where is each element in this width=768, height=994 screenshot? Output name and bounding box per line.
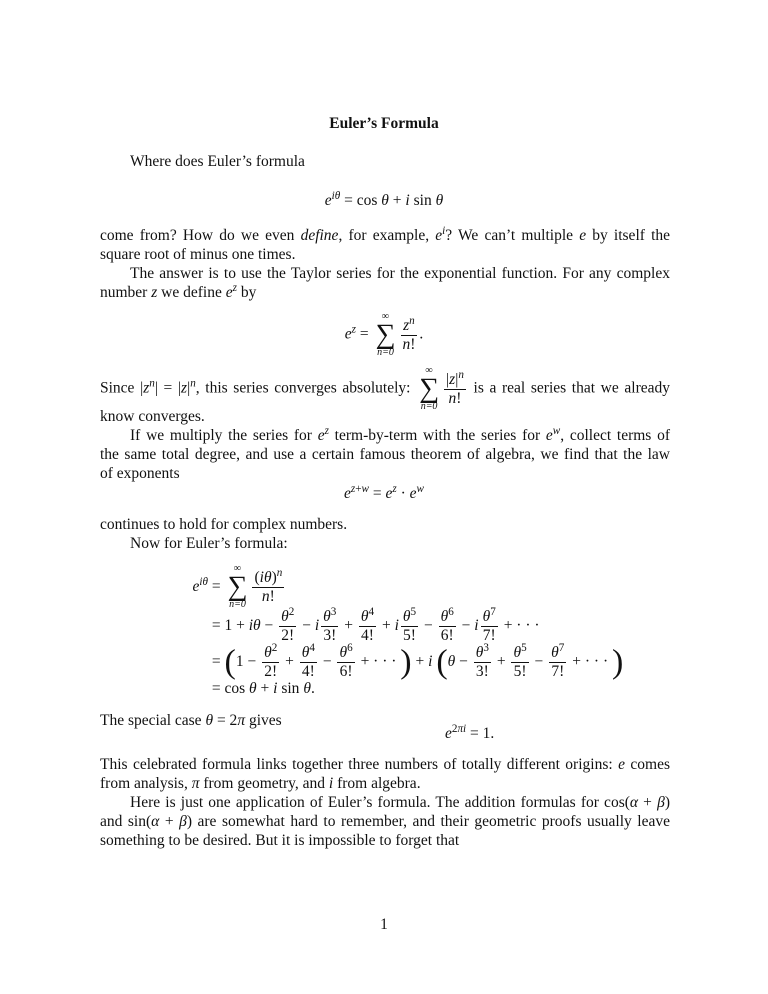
fraction	[252, 566, 284, 606]
numerator	[401, 314, 417, 336]
paragraph-line	[100, 407, 670, 426]
text-run: = 1 +	[208, 616, 249, 634]
text-run: 6!	[440, 626, 454, 644]
text-run: (	[254, 568, 260, 586]
superscript	[331, 606, 337, 618]
text-run: .	[419, 325, 424, 343]
sigma-symbol: ∑	[227, 571, 248, 602]
math-symbol: z	[350, 482, 356, 495]
superscript	[369, 606, 375, 618]
text-run: , collect terms of	[560, 427, 670, 444]
math-symbol: i	[405, 192, 410, 209]
superscript	[272, 642, 278, 654]
math-symbol: z	[392, 482, 397, 495]
paragraph-line	[100, 793, 670, 812]
math-symbol: w	[361, 482, 369, 495]
math-symbol: z	[232, 281, 237, 294]
superscript	[483, 642, 489, 654]
text-run: 2!	[264, 662, 278, 680]
denominator	[447, 390, 464, 408]
text-run: + · · ·	[499, 616, 540, 634]
sum-upper-limit: ∞	[381, 311, 390, 322]
text-run: = 2	[213, 712, 238, 729]
superscript	[417, 483, 424, 495]
text-run: Where does Euler’s formula	[130, 153, 305, 170]
text-run: 2!	[281, 626, 295, 644]
denominator	[359, 627, 376, 645]
paragraph-line	[100, 774, 670, 793]
text-run: term-by-term with the series for	[328, 427, 546, 444]
denominator	[512, 663, 529, 681]
text-run: from geometry, and	[199, 775, 329, 792]
text-run: Here is just one application of Euler’s formula. The addition formulas for cos(	[130, 794, 630, 811]
math-symbol: π	[237, 712, 246, 729]
numerator	[474, 641, 491, 663]
text-run: )	[664, 794, 670, 811]
text-run: 3	[330, 605, 337, 618]
text-run: −	[530, 652, 548, 670]
paragraph-line	[100, 264, 670, 283]
numerator	[279, 605, 296, 627]
numerator	[444, 368, 466, 390]
superscript	[559, 642, 565, 654]
text-run: −	[455, 652, 472, 670]
text-run: 3!	[475, 662, 489, 680]
paragraph-line	[100, 831, 670, 850]
math-symbol: e	[385, 485, 393, 502]
math-symbol: i	[442, 224, 446, 237]
math-symbol: θ	[475, 644, 484, 661]
sigma-symbol: ∑	[419, 373, 440, 404]
emphasis-text: define	[300, 227, 339, 244]
math-symbol: z	[181, 379, 188, 397]
math-symbol: i	[474, 616, 479, 634]
paragraph-line	[100, 366, 670, 412]
text-run: Since |	[100, 379, 144, 397]
math-symbol: z	[351, 323, 356, 336]
math-symbol: e	[324, 192, 332, 209]
sum-upper-limit: ∞	[425, 365, 433, 376]
math-symbol: i	[328, 775, 334, 792]
text-run: 6!	[339, 662, 353, 680]
text-run: 2	[288, 605, 295, 618]
text-run: come from? How do we even	[100, 227, 301, 244]
superscript	[332, 190, 341, 202]
derivation-row	[170, 641, 624, 681]
text-run: ? We can’t multiple	[445, 227, 580, 244]
math-symbol: θ	[360, 608, 369, 625]
math-symbol: θ	[301, 644, 310, 661]
text-run: = cos	[208, 680, 250, 697]
text-run: from algebra.	[333, 775, 421, 792]
superscript	[448, 606, 454, 618]
text-run: 1 −	[235, 652, 261, 670]
denominator	[321, 627, 338, 645]
text-run: , for example,	[338, 227, 436, 244]
text-run: 3	[483, 641, 489, 654]
page-number: 1	[380, 916, 388, 933]
denominator	[279, 627, 296, 645]
text-run: −	[298, 616, 315, 634]
denominator	[549, 663, 566, 681]
text-run: Now for Euler’s formula:	[130, 535, 288, 552]
text-run: by itself the	[586, 227, 671, 244]
math-symbol: n	[402, 335, 411, 353]
math-symbol: e	[618, 756, 625, 773]
text-run: !	[269, 587, 275, 605]
text-run: is a real series that we already	[467, 379, 670, 397]
text-run: gives	[245, 712, 282, 729]
derivation-rhs	[208, 605, 540, 644]
text-run: sin	[277, 680, 304, 697]
math-symbol: β	[179, 813, 187, 830]
math-symbol: π	[191, 775, 200, 792]
numerator	[300, 641, 317, 663]
text-run: +	[256, 680, 274, 697]
paragraph-line	[100, 464, 670, 483]
text-run: The answer is to use the Taylor series for the exponential function. For any complex	[130, 265, 670, 282]
math-symbol: z	[324, 424, 329, 437]
denominator	[260, 588, 277, 606]
math-symbol: n	[458, 368, 464, 381]
denominator	[401, 627, 418, 645]
text-run: .	[310, 680, 315, 697]
math-symbol: e	[344, 485, 351, 502]
document-title: Euler’s Formula	[329, 115, 439, 132]
text-run: and sin(	[100, 813, 152, 830]
text-run: 2	[451, 722, 458, 735]
text-run: the same total degree, and use a certain famous theorem of algebra, we find that the law	[100, 446, 670, 463]
math-symbol: n	[409, 314, 415, 327]
numerator	[401, 605, 418, 627]
paragraph-line	[100, 534, 670, 553]
text-run: +	[355, 482, 362, 495]
sigma-symbol: ∑	[375, 319, 396, 350]
paragraph-line	[100, 755, 670, 774]
text-run: we define	[157, 284, 226, 301]
text-run: −	[260, 616, 278, 634]
math-symbol: w	[416, 482, 424, 495]
sum-lower-limit: n=0	[420, 401, 438, 412]
text-run: +	[159, 813, 180, 830]
fraction	[401, 605, 418, 645]
text-run: −	[457, 616, 475, 634]
equation-exp-series	[0, 312, 768, 358]
math-symbol: θ	[440, 608, 449, 625]
math-symbol: z	[143, 379, 150, 397]
math-symbol: e	[579, 227, 587, 244]
text-run: −	[420, 616, 437, 634]
math-symbol: β	[657, 794, 665, 811]
text-run: 5	[521, 641, 527, 654]
text-run: by	[236, 284, 257, 301]
superscript	[277, 567, 283, 579]
math-symbol: θ	[323, 608, 331, 625]
text-run: 5	[410, 605, 417, 618]
denominator	[300, 663, 317, 681]
derivation-row	[170, 679, 315, 698]
text-run: )	[271, 568, 277, 586]
superscript	[458, 369, 464, 381]
derivation-row	[170, 605, 540, 645]
text-run: If we multiply the series for	[130, 427, 318, 444]
text-run: +	[638, 794, 658, 811]
text-run: comes	[624, 756, 670, 773]
text-run: 4!	[301, 662, 315, 680]
math-symbol: n	[149, 377, 155, 390]
text-run: +	[340, 616, 357, 634]
superscript	[521, 642, 527, 654]
text-run: + · · ·	[568, 652, 612, 670]
text-run: This celebrated formula links together three numbers of totally different origins:	[100, 756, 619, 773]
superscript	[409, 315, 415, 327]
fraction	[400, 314, 417, 354]
text-run: =	[208, 652, 225, 670]
superscript	[289, 606, 295, 618]
math-symbol: e	[344, 325, 352, 343]
text-run: know converges.	[100, 408, 205, 425]
math-symbol: n	[276, 566, 283, 579]
paragraph-line	[100, 812, 670, 831]
superscript	[351, 483, 369, 495]
text-run: +	[411, 652, 429, 670]
numerator	[321, 605, 338, 627]
text-run: 5!	[513, 662, 527, 680]
fraction	[300, 641, 317, 681]
math-symbol: e	[409, 485, 417, 502]
sum-lower-limit: n=0	[229, 599, 246, 610]
text-run: , this series converges absolutely:	[195, 379, 417, 397]
numerator	[439, 605, 456, 627]
math-symbol: θ	[281, 608, 289, 625]
large-paren: )	[400, 643, 412, 681]
denominator	[400, 336, 417, 354]
math-symbol: α	[151, 813, 160, 830]
derivation-row	[170, 564, 286, 610]
derivation-rhs	[208, 680, 315, 697]
text-run: 3!	[323, 626, 337, 644]
text-run: square root of minus one times.	[100, 246, 296, 263]
denominator	[338, 663, 355, 681]
math-symbol: θ	[303, 680, 311, 697]
math-symbol: iθ	[259, 568, 272, 586]
numerator	[481, 605, 498, 627]
math-symbol: z	[449, 370, 456, 388]
denominator	[439, 627, 456, 645]
math-symbol: θ	[513, 644, 522, 661]
text-run: 2	[271, 641, 278, 654]
text-run: 6	[448, 605, 454, 618]
equation-exponent-law	[0, 484, 768, 503]
math-symbol: iθ	[248, 616, 261, 634]
superscript	[411, 606, 417, 618]
math-symbol: e	[192, 577, 200, 595]
math-symbol: e	[317, 427, 325, 444]
paragraph-line	[100, 226, 670, 245]
math-symbol: θ	[264, 644, 272, 661]
math-symbol: z	[403, 316, 410, 334]
math-symbol: θ	[205, 712, 214, 729]
math-symbol: e	[435, 227, 443, 244]
paragraph-line	[100, 445, 670, 464]
superscript	[490, 606, 496, 618]
text-run: +	[388, 192, 406, 209]
text-run: =	[355, 325, 373, 343]
superscript	[199, 575, 208, 587]
text-run: ) are somewhat hard to remember, and their geometric proofs usually leave	[186, 813, 670, 830]
text-run: = 1.	[466, 725, 495, 742]
text-run: =	[208, 577, 225, 595]
math-symbol: θ	[249, 680, 257, 697]
math-symbol: θ	[551, 644, 559, 661]
text-run: +	[492, 652, 510, 670]
math-symbol: n	[448, 389, 457, 407]
numerator	[549, 641, 566, 663]
text-run: + · · ·	[356, 652, 401, 670]
large-paren: (	[436, 643, 448, 681]
paragraph-line	[100, 245, 670, 264]
summation	[419, 366, 439, 412]
math-symbol: z	[151, 284, 158, 301]
paragraph-line	[100, 152, 670, 171]
math-symbol: iθ	[199, 575, 208, 588]
math-symbol: w	[552, 424, 561, 437]
fraction	[337, 641, 354, 681]
numerator	[252, 566, 284, 588]
text-run: The special case	[100, 712, 206, 729]
text-run: +	[378, 616, 395, 634]
text-run: 7	[558, 641, 565, 654]
text-run: !	[456, 389, 462, 407]
numerator	[359, 605, 376, 627]
paragraph-line	[100, 515, 670, 534]
text-run: 5!	[403, 626, 416, 644]
numerator	[337, 641, 354, 663]
text-run: number	[100, 284, 152, 301]
paragraph-line	[100, 283, 670, 302]
text-run: ·	[396, 485, 410, 502]
equation-euler-identity	[445, 724, 494, 743]
fraction	[321, 605, 338, 645]
math-symbol: n	[190, 377, 196, 390]
math-symbol: θ	[482, 608, 491, 625]
superscript	[347, 642, 353, 654]
fraction	[279, 605, 296, 645]
sum-upper-limit: ∞	[233, 563, 242, 574]
text-run: 7!	[482, 626, 496, 644]
text-run: 4	[309, 641, 315, 654]
text-run: 6	[347, 641, 353, 654]
text-run: =	[368, 485, 386, 502]
fraction	[474, 641, 491, 681]
math-symbol: n	[261, 587, 270, 605]
math-symbol: θ	[339, 644, 348, 661]
math-symbol: iθ	[331, 189, 341, 202]
text-run: continues to hold for complex numbers.	[100, 516, 348, 533]
math-symbol: i	[273, 680, 278, 697]
math-symbol: πi	[457, 722, 467, 735]
fraction	[262, 641, 279, 681]
math-symbol: θ	[381, 192, 389, 209]
text-run: 4	[368, 605, 375, 618]
math-symbol: e	[545, 427, 553, 444]
derivation-rhs	[208, 641, 624, 681]
text-run: of exponents	[100, 465, 180, 482]
large-paren: )	[611, 643, 624, 681]
text-run: |	[455, 370, 459, 388]
denominator	[262, 663, 279, 681]
superscript	[309, 642, 315, 654]
text-run: −	[318, 652, 336, 670]
derivation-lhs	[170, 577, 208, 596]
math-symbol: i	[428, 652, 433, 670]
fraction	[359, 605, 376, 645]
sum-lower-limit: n=0	[377, 347, 394, 358]
math-symbol: θ	[435, 192, 444, 209]
text-run: !	[410, 335, 416, 353]
equation-euler	[0, 191, 768, 210]
denominator	[474, 663, 491, 681]
numerator	[262, 641, 279, 663]
text-run: |	[446, 370, 450, 388]
math-symbol: i	[394, 616, 399, 634]
paragraph-line	[100, 426, 670, 445]
math-symbol: θ	[402, 608, 411, 625]
math-symbol: e	[225, 284, 233, 301]
numerator	[511, 641, 528, 663]
text-run: = cos	[340, 192, 382, 209]
summation	[228, 564, 248, 610]
text-run: |	[187, 379, 191, 397]
paragraph-line	[100, 711, 670, 730]
large-paren: (	[224, 643, 236, 681]
text-run: sin	[409, 192, 436, 209]
text-run: 7!	[551, 662, 565, 680]
summation	[375, 312, 395, 358]
text-run: something to be desired. But it is impossible to forget that	[100, 832, 460, 849]
fraction	[549, 641, 566, 681]
text-run: 7	[490, 605, 496, 618]
math-symbol: θ	[447, 652, 456, 670]
text-run: 4!	[361, 626, 374, 644]
fraction	[481, 605, 498, 645]
text-run: from analysis,	[100, 775, 192, 792]
superscript	[452, 723, 466, 735]
text-run: +	[281, 652, 298, 670]
fraction	[511, 641, 528, 681]
fraction	[444, 368, 466, 408]
text-run: | = |	[154, 379, 182, 397]
math-symbol: e	[445, 725, 452, 742]
math-symbol: i	[314, 616, 320, 634]
fraction	[439, 605, 456, 645]
math-symbol: α	[629, 794, 639, 811]
